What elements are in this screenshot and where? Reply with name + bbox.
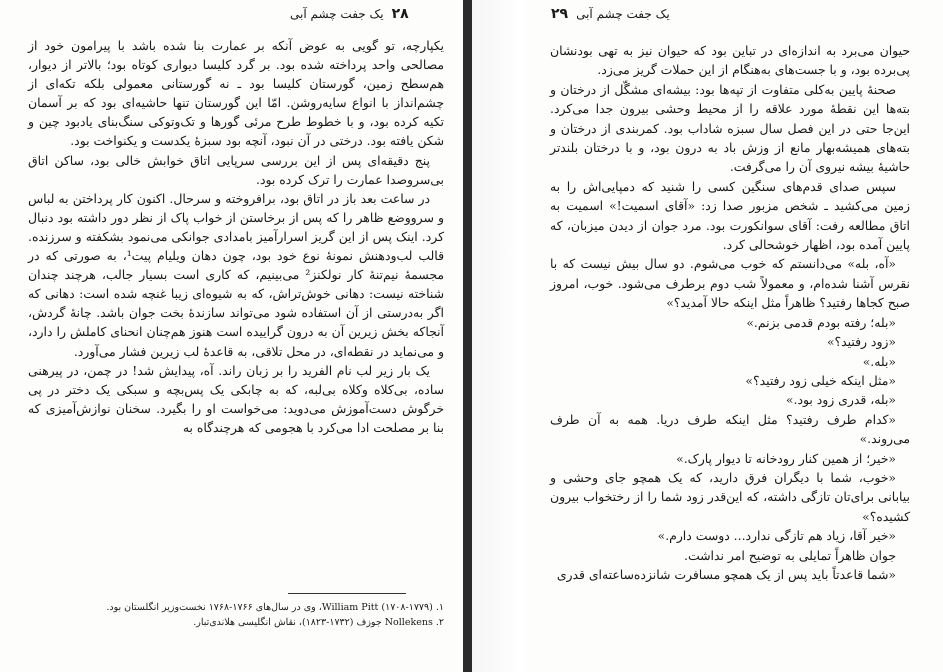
paragraph: پنج دقیقه‌ای پس از این بررسی سرپایی اتاق خوابش خالی بود، ساکن اتاق بی‌سروصدا عمارت را ترک کرده بود. (28, 152, 444, 187)
body-text (550, 41, 910, 584)
paragraph: حیوان می‌برد به اندازه‌ای در تباین بود که حیوان نیز به تهی بودنشان پی‌برده بود، و با جست‌های به‌هنگام از این حملات گریز می‌زد. (550, 43, 910, 78)
paragraph: در ساعت بعد باز در اتاق بود، برافروخته و سرحال. اکنون کار پرداختن به لباس و سرووضع ظاهر را که پس از برخاستن از خواب پاک از نظر دور داشته بود دنبال کرد. اینک پس از این گریز اسرارآمیز بامدادی جوانکی می‌نمود بشکفته و سرزنده. قالب لب‌ودهنش نمونهٔ نوع خود بود، چون دهان ویلیام پیت¹، به صورتی که در مجسمهٔ نیم‌تنهٔ کار نولکنز² می‌بینیم، که کاری است بسیار جالب، هرچند چندان شناخته نیست: دهانی خوش‌تراش، که به شیوه‌ای زیبا غنچه شده است: دهانی که اگر به‌درستی از آن استفاده شود می‌تواند سازندهٔ بخت جوان باشد. چانهٔ گردش، آنجاکه بخش زیرین آن به درون گراییده است هنوز هم‌چنان انحنای کاملش را دارد، و می‌نماید در نقطه‌ای، در محل تلاقی، به قاعدهٔ لب زیرین فشار می‌آورد. (28, 190, 444, 359)
paragraph: «خیر آقا، زیاد هم تازگی ندارد... دوست دارم.» (657, 528, 896, 544)
footnote: ۱. William Pitt (۱۷۰۸-۱۷۷۹)، وی در سال‌های ۱۷۶۶-۱۷۶۸ نخست‌وزیر انگلستان بود. (106, 602, 444, 613)
right-page (523, 0, 943, 672)
book-gutter (463, 0, 523, 672)
footnotes (28, 600, 444, 630)
running-title: یک جفت چشم آبی (576, 7, 670, 21)
paragraph: «خوب، شما با دیگران فرق دارید، که یک همچو جای وحشی و بیابانی برای‌تان تازگی داشته، که این‌قدر زود شما را از رختخواب بیرون کشیده؟» (550, 469, 910, 524)
paragraph: صحنهٔ پایین به‌کلی متفاوت از تپه‌ها بود: بیشه‌ای مشگّل از درختان و بته‌ها این نقطهٔ مورد علاقه را از محیط وحشی بیرون جدا می‌کرد. این‌جا حتی در این فصل سال سبزه شاداب بود. کمربندی از درختان و بته‌های همیشه‌بهار مانع از وزش باد به درون بود، و با درختان بلندتر حاشیهٔ بیشه نیروی آن را می‌گرفت. (550, 81, 910, 175)
footnote-divider (288, 593, 406, 594)
page-header (551, 6, 678, 22)
paragraph: «بله؛ رفته بودم قدمی بزنم.» (746, 314, 896, 330)
body-text (28, 36, 444, 437)
page-number: ۲۹ (551, 6, 569, 22)
page-header (282, 6, 409, 22)
footnote: ۲. Nollekens جوزف (۱۷۳۲-۱۸۲۳)، نقاش انگلیسی هلاندی‌تبار. (193, 617, 444, 628)
paragraph: سپس صدای قدم‌های سنگین کسی را شنید که دمپایی‌اش را به زمین می‌کشید ـ شخص مزبور صدا زد: «آقای اسمیت!» اسمیت به اتاق مطالعه رفت: آقای سوانکورت بود. مرد جوان از دیدن میزبان، که پایین آمده بود، اظهار خوشحالی کرد. (550, 178, 910, 253)
paragraph: «مثل اینکه خیلی زود رفتید؟» (745, 372, 896, 388)
paragraph: «زود رفتید؟» (826, 334, 896, 350)
paragraph: «کدام طرف رفتید؟ مثل اینکه طرف دریا. همه به آن طرف می‌روند.» (550, 411, 910, 447)
paragraph: یکپارچه، تو گویی به عوض آنکه بر عمارت بنا شده باشد با پیرامون خود از مصالحی واحد پرداخته شده بود. بر گرد کلیسا دیواری کوتاه بود؛ بالاتر از دیوار، هم‌سطح زمین، گورستان کلیسا بود ـ نه گورستانی معمولی بلکه تکه‌ای از چشم‌انداز با انواع سایه‌روشن. امّا این گورستان تنها حاشیه‌ای بود که بر آسمان تکیه کرده بود، و با خطوط طرح مرئی گورها و تک‌وتوکی سنگ‌بنای یادبود چین و شکن یافته بود. درختی در آن نبود، آنچه بود سبزهٔ یکدست و یکنواخت بود. (28, 38, 444, 149)
paragraph: جوان ظاهراً تمایلی به توضیح امر نداشت. (684, 547, 896, 563)
running-title: یک جفت چشم آبی (290, 7, 384, 21)
page-number: ۲۸ (391, 6, 409, 22)
paragraph: «شما قاعدتاً باید پس از یک همچو مسافرت شانزده‌ساعته‌ای قدری (556, 566, 896, 582)
left-page (0, 0, 463, 672)
paragraph: «بله، قدری زود بود.» (785, 392, 896, 408)
paragraph: یک بار زیر لب نام الفرید را بر زبان راند. آه، پیدایش شد! در چمن، در پیرهنی ساده، بی‌کلاه وکلاه بی‌لبه، که به چابکی یک پس‌بچه و سبکی یک دختر در پی خرگوش دست‌آموزش می‌دوید: می‌خواست او را بگیرد. سخنان نوازش‌آمیزی که بنا بر مصلحت ادا می‌کرد با هجومی که هرچندگاه به (28, 362, 444, 435)
paragraph: «خیر؛ از همین کنار رودخانه تا دیوار پارک.» (676, 450, 896, 466)
paragraph: «بله.» (862, 353, 896, 369)
paragraph: «آه، بله» می‌دانستم که خوب می‌شوم. دو سال بیش نیست که با نقرس آشنا شده‌ام، و معمولاً شب دوم برطرف می‌شود. خوب، امروز صبح کجاها رفتید؟ ظاهراً مثل اینکه حالا آمدید؟» (550, 256, 910, 311)
